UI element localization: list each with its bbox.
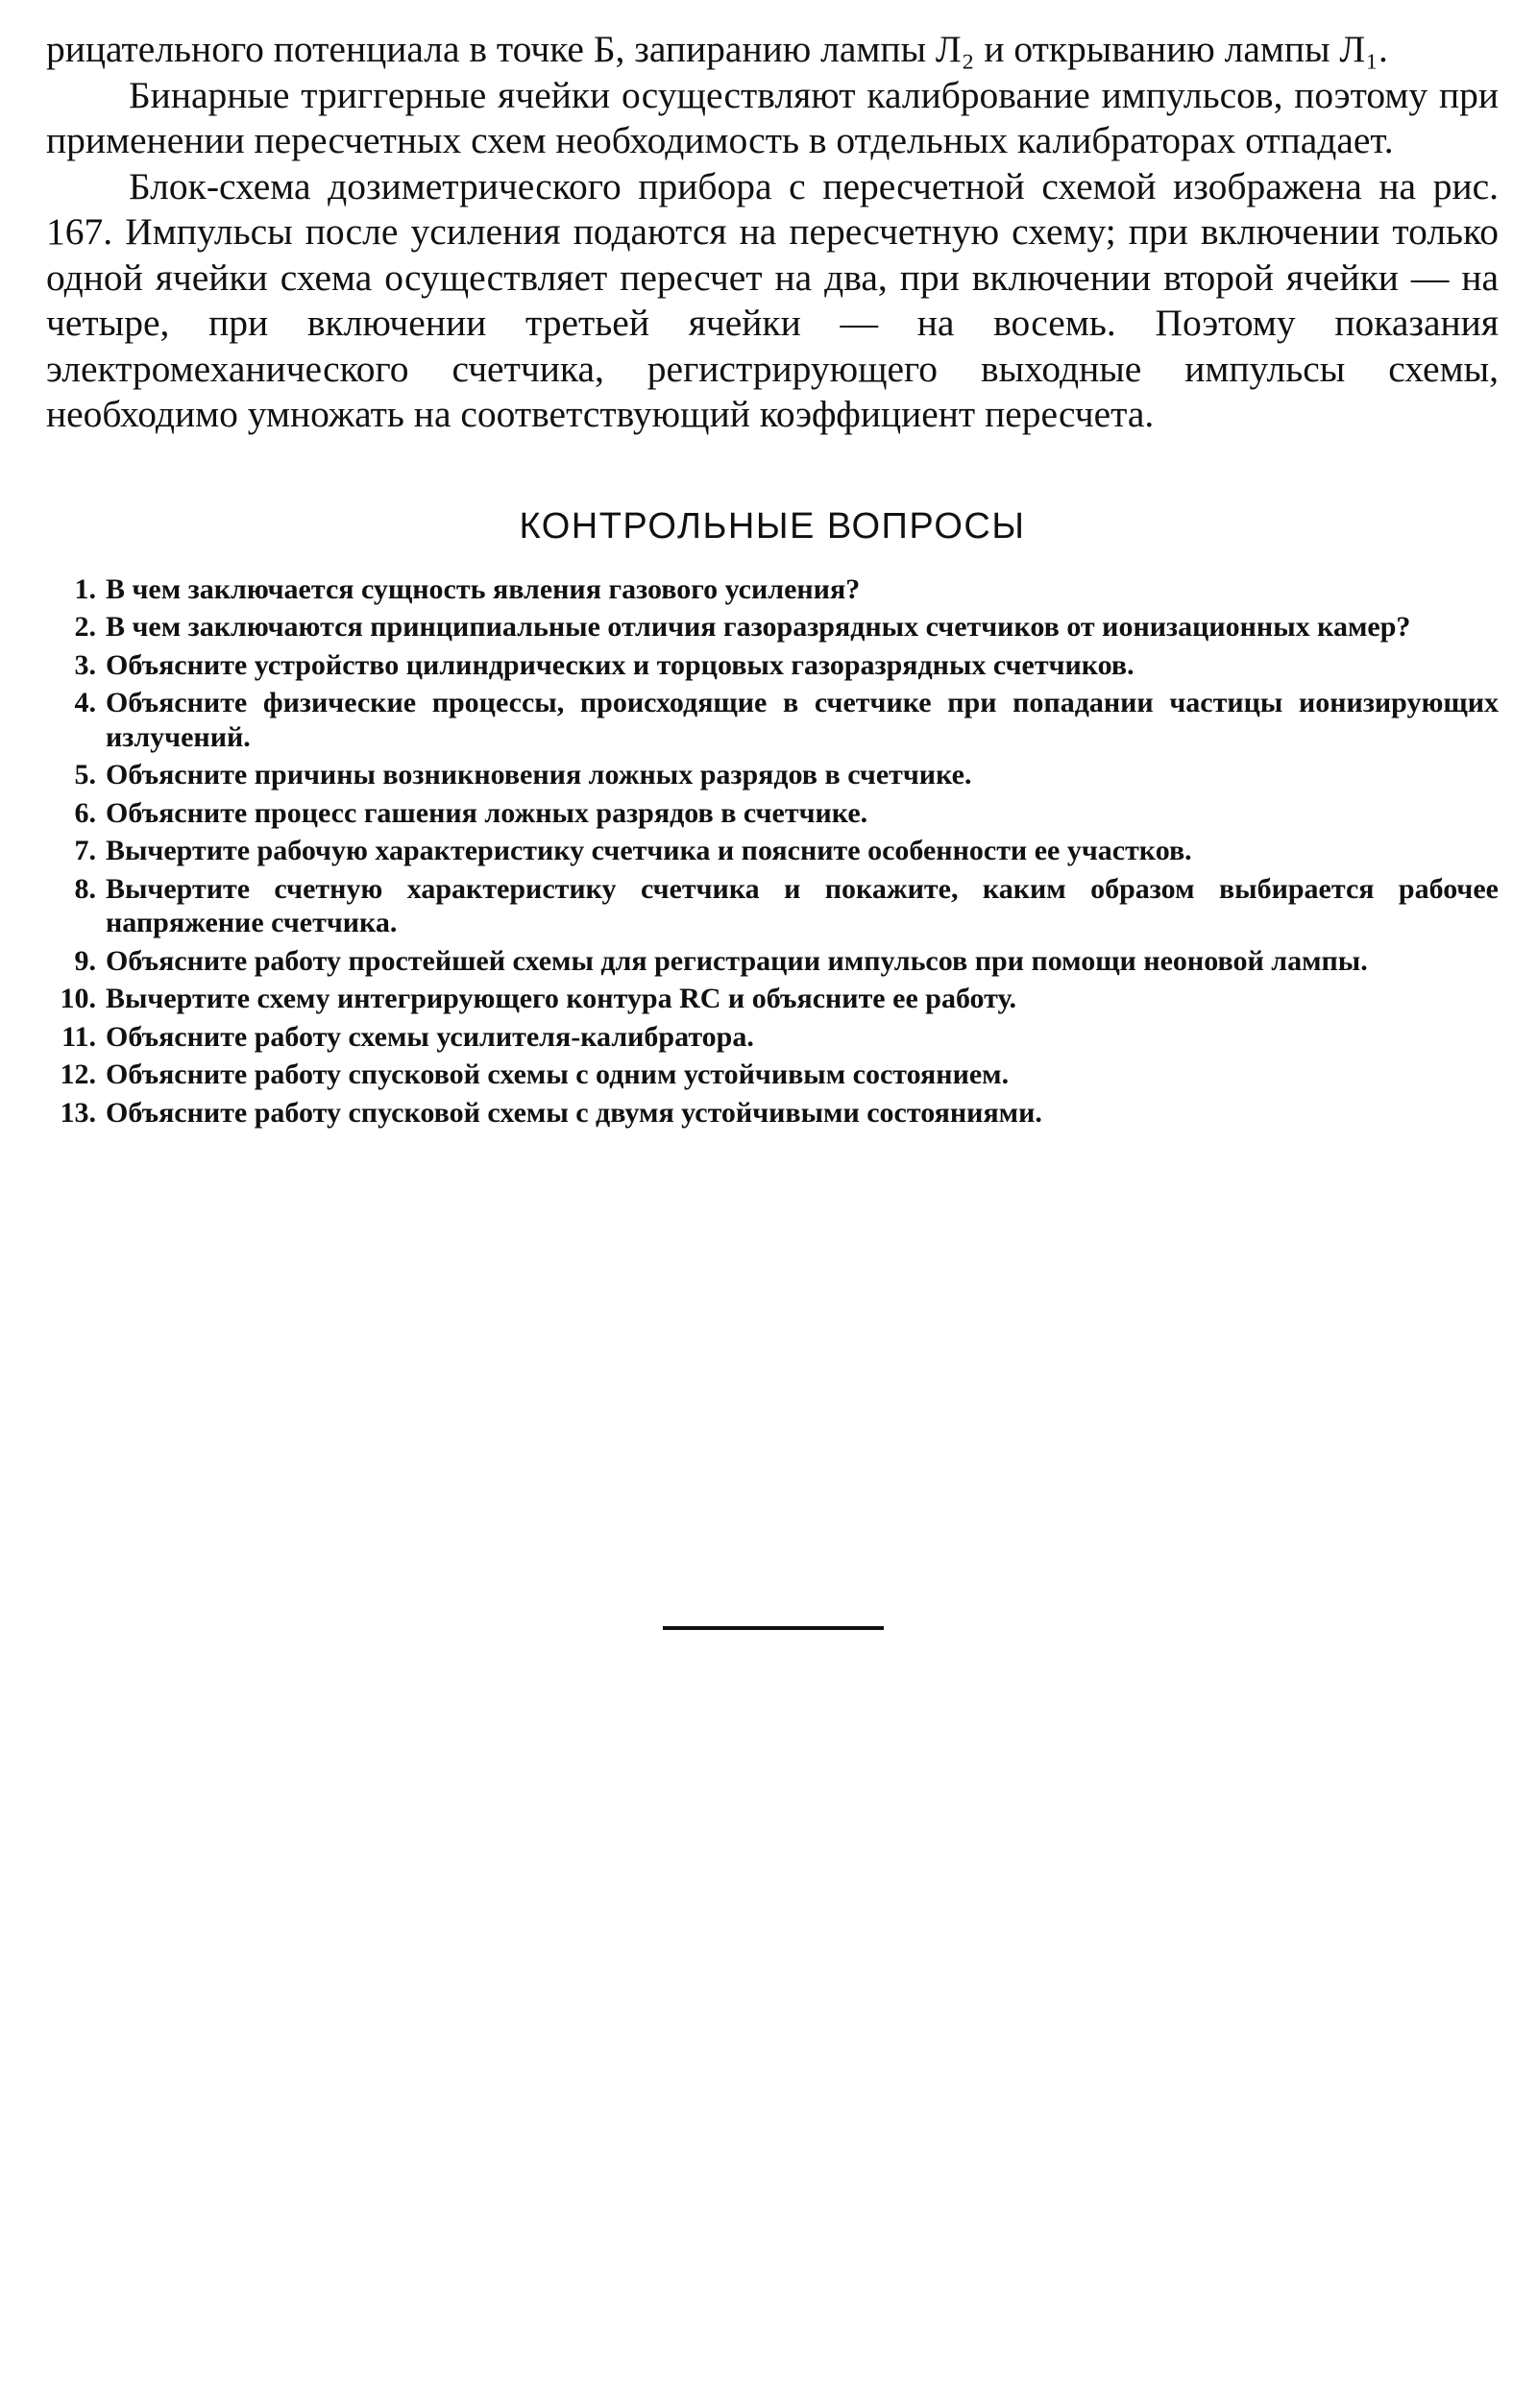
question-number: 8. (74, 872, 96, 905)
question-text: Объясните работу схемы усилителя-калибратора. (106, 1020, 754, 1053)
question-number: 9. (74, 944, 96, 977)
question-number: 13. (60, 1096, 96, 1129)
list-item (46, 944, 1499, 979)
question-number: 7. (74, 835, 96, 866)
question-number: 5. (74, 759, 96, 791)
list-item (46, 1058, 1499, 1092)
question-number: 10. (60, 983, 96, 1014)
question-number: 2. (74, 611, 96, 643)
question-text: Объясните причины возникновения ложных разрядов в счетчике. (106, 759, 972, 791)
question-number: 12. (60, 1058, 96, 1090)
list-item (46, 834, 1499, 868)
list-item (46, 758, 1499, 792)
list-item (46, 872, 1499, 940)
question-text: Вычертите рабочую характеристику счетчика и поясните особенности ее участков. (106, 835, 1192, 866)
end-divider (663, 1626, 884, 1630)
question-text: В чем заключается сущность явления газового усиления? (106, 572, 861, 605)
question-number: 1. (74, 572, 96, 605)
section-title: КОНТРОЛЬНЫЕ ВОПРОСЫ (519, 505, 1026, 547)
list-item (46, 1096, 1499, 1131)
paragraph-binary-cells: Бинарные триггерные ячейки осуществляют калибрование импульсов, поэтому при применении пересчетных схем необходимость в отдельных калибраторах отпадает. (46, 73, 1499, 161)
question-text: Вычертите схему интегрирующего контура RC и объясните ее работу. (106, 983, 1016, 1014)
question-text: Объясните работу спусковой схемы с одним устойчивым состоянием. (106, 1058, 1010, 1090)
list-item (46, 982, 1499, 1016)
paragraph-continuation: рицательного потенциала в точке Б, запиранию лампы Л₂ и открыванию лампы Л₁. (46, 28, 1388, 70)
list-item (46, 796, 1499, 831)
question-text: Объясните работу простейшей схемы для регистрации импульсов при помощи неоновой лампы. (106, 944, 1368, 977)
question-text: Вычертите счетную характеристику счетчика и покажите, каким образом выбирается рабочее напряжение счетчика. (106, 872, 1499, 938)
question-number: 3. (74, 648, 96, 681)
list-item (46, 610, 1499, 645)
question-number: 11. (61, 1020, 96, 1053)
question-number: 4. (74, 687, 96, 718)
question-number: 6. (74, 796, 96, 829)
question-text: Объясните работу спусковой схемы с двумя устойчивыми состояниями. (106, 1096, 1042, 1129)
list-item (46, 572, 1499, 607)
questions-list (46, 572, 1499, 1131)
page-body (46, 27, 1499, 1133)
question-text: Объясните устройство цилиндрических и торцовых газоразрядных счетчиков. (106, 648, 1134, 681)
list-item (46, 686, 1499, 754)
question-text: Объясните процесс гашения ложных разрядов в счетчике. (106, 796, 868, 829)
list-item (46, 1020, 1499, 1055)
list-item (46, 648, 1499, 683)
paragraph-block-diagram: Блок-схема дозиметрического прибора с пересчетной схемой изображена на рис. 167. Импульсы после усиления подаются на пересчетную схему; при включении только одной ячейки схема осуществляет пересчет на два, при включении второй ячейки — на четыре, при включении третьей ячейки — на восемь. Поэтому показания электромеханического счетчика, регистрирующего выходные импульсы схемы, необходимо умножать на соответствующий коэффициент пересчета. (46, 164, 1499, 435)
question-text: В чем заключаются принципиальные отличия газоразрядных счетчиков от ионизационных камер? (106, 611, 1411, 643)
question-text: Объясните физические процессы, происходящие в счетчике при попадании частицы ионизирующих излучений. (106, 687, 1499, 753)
